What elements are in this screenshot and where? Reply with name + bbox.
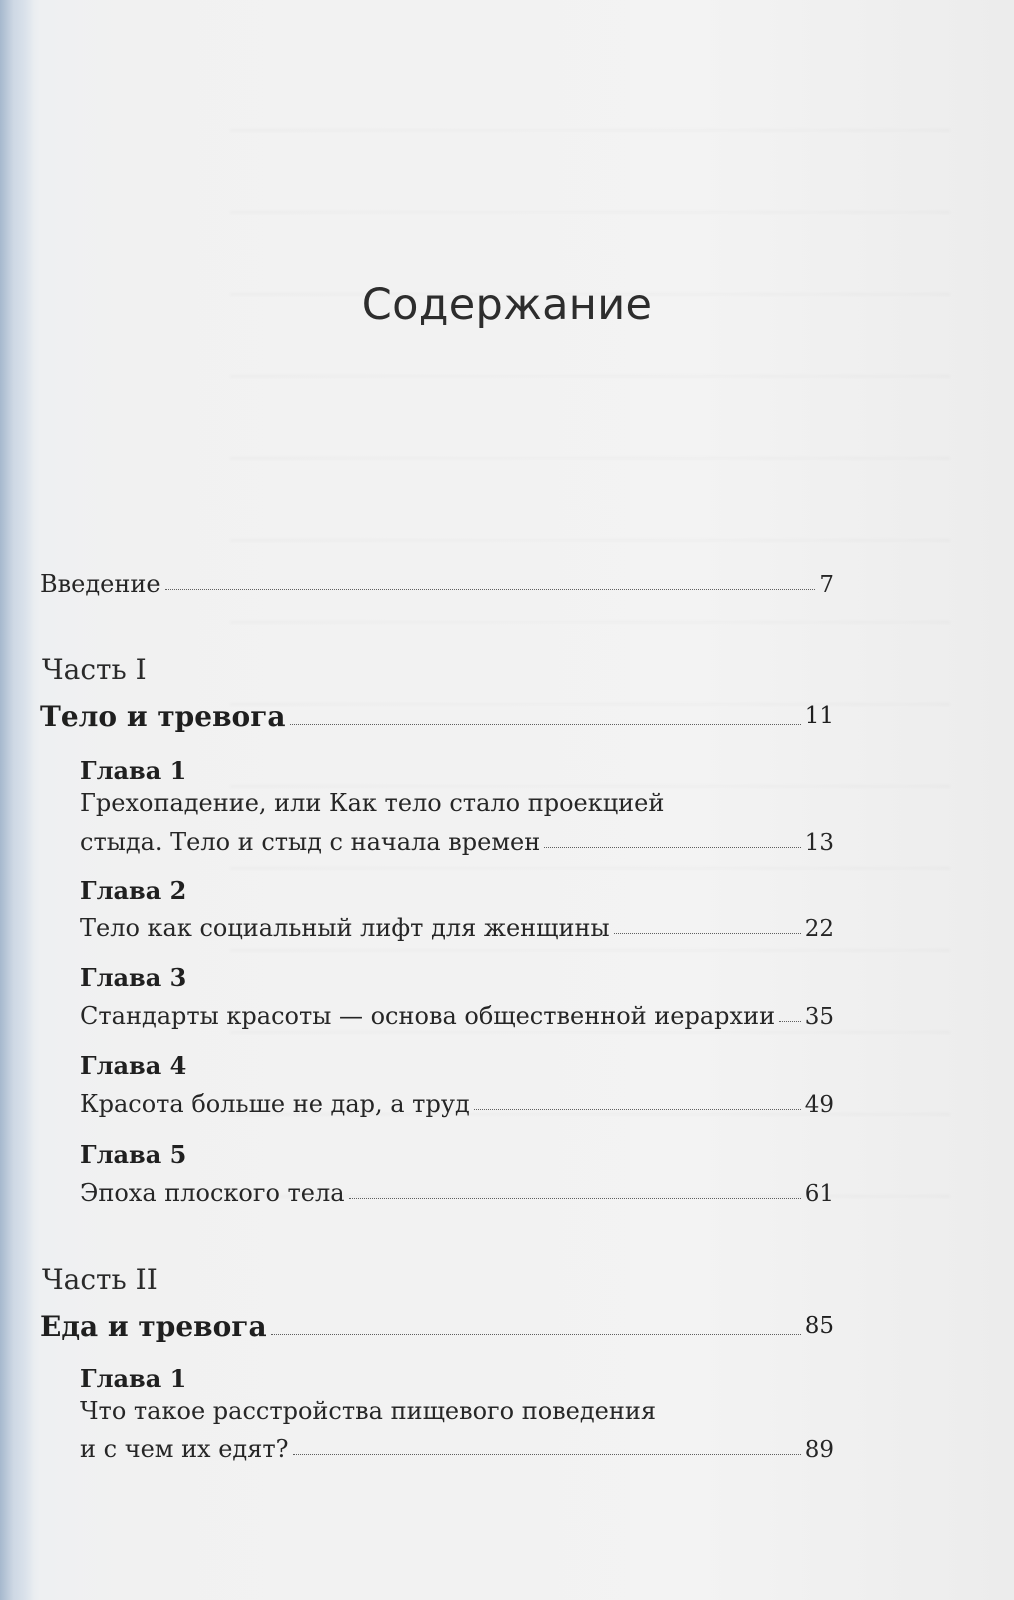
bleed-through-text (230, 95, 950, 1235)
chapter-title-1-1-line1: Грехопадение, или Как тело стало проекцией (80, 789, 665, 817)
toc-entry-chapter-1-2 (80, 906, 834, 942)
toc-entry-chapter-1-1 (80, 820, 834, 856)
page-edge-shadow (0, 0, 34, 1600)
dot-leader (290, 723, 801, 725)
chapter-page-2-1: 89 (804, 1437, 834, 1463)
dot-leader (293, 1453, 801, 1455)
toc-entry-page: 7 (819, 572, 834, 598)
chapter-page-1-1: 13 (804, 830, 834, 856)
chapter-page-1-5: 61 (804, 1181, 834, 1207)
dot-leader (271, 1333, 801, 1335)
toc-entry-introduction (40, 562, 834, 598)
toc-entry-chapter-1-5 (80, 1171, 834, 1207)
toc-entry-part-1 (40, 697, 834, 733)
chapter-title-1-2: Тело как социальный лифт для женщины (80, 914, 610, 942)
dot-leader (349, 1197, 801, 1199)
dot-leader (544, 846, 800, 848)
part-title-1: Тело и тревога (40, 700, 286, 733)
part-label-1: Часть I (42, 653, 147, 686)
chapter-label-1-3: Глава 3 (80, 963, 187, 992)
toc-entry-title: Введение (40, 570, 161, 598)
chapter-page-1-3: 35 (804, 1004, 834, 1030)
chapter-title-1-3: Стандарты красоты — основа общественной иерархии (80, 1002, 776, 1030)
chapter-page-1-4: 49 (804, 1092, 834, 1118)
part-title-2: Еда и тревога (40, 1310, 267, 1343)
part-page-1: 11 (804, 703, 834, 729)
chapter-title-2-1-line2: и с чем их едят? (80, 1435, 289, 1463)
chapter-label-1-4: Глава 4 (80, 1051, 187, 1080)
dot-leader (779, 1020, 801, 1022)
toc-entry-chapter-1-4 (80, 1082, 834, 1118)
toc-entry-chapter-1-3 (80, 994, 834, 1030)
dot-leader (474, 1108, 801, 1110)
chapter-title-1-5: Эпоха плоского тела (80, 1179, 345, 1207)
chapter-label-2-1: Глава 1 (80, 1364, 187, 1393)
toc-entry-chapter-2-1 (80, 1427, 834, 1463)
page-title: Содержание (361, 280, 653, 330)
dot-leader (165, 588, 816, 590)
toc-entry-part-2 (40, 1307, 834, 1343)
chapter-title-1-4: Красота больше не дар, а труд (80, 1090, 470, 1118)
chapter-label-1-5: Глава 5 (80, 1140, 187, 1169)
part-page-2: 85 (804, 1313, 834, 1339)
part-label-2: Часть II (42, 1263, 158, 1296)
chapter-title-2-1-line1: Что такое расстройства пищевого поведения (80, 1397, 656, 1425)
chapter-title-1-1-line2: стыда. Тело и стыд с начала времен (80, 828, 541, 856)
chapter-label-1-2: Глава 2 (80, 876, 187, 905)
dot-leader (614, 932, 801, 934)
chapter-page-1-2: 22 (804, 916, 834, 942)
chapter-label-1-1: Глава 1 (80, 756, 187, 785)
